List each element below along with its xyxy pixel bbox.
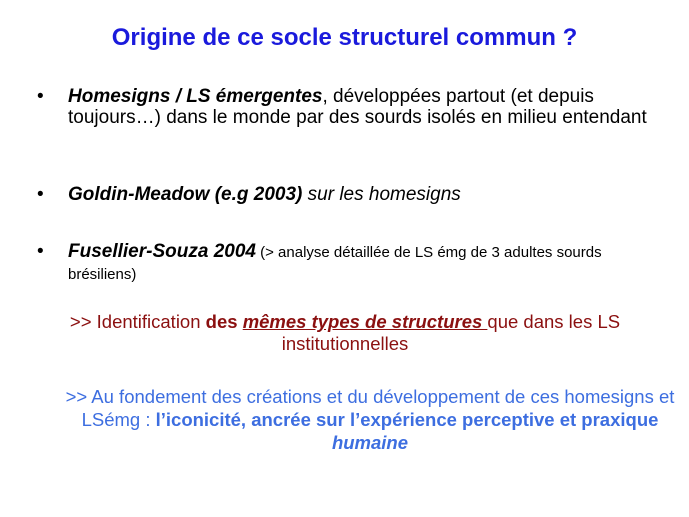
conclusion-iconicite xyxy=(60,385,680,454)
conclusion2-bold: l’iconicité, ancrée sur l’expérience perceptive et praxique xyxy=(155,409,659,430)
bullet-emphasis: Goldin-Meadow (e.g 2003) xyxy=(68,184,303,205)
conclusion1-bold: des xyxy=(205,311,243,332)
slide-title: Origine de ce socle structurel commun ? xyxy=(111,24,578,51)
bullet-text xyxy=(68,241,658,285)
bullet-emphasis: Fusellier-Souza 2004 xyxy=(68,241,256,262)
conclusion1-suffix: que dans les LS institutionnelles xyxy=(281,311,621,354)
bullet-text xyxy=(68,184,658,205)
conclusion-identification xyxy=(30,311,660,355)
conclusion1-prefix: >> Identification xyxy=(69,311,206,332)
conclusion1-underlined: mêmes types de structures xyxy=(242,311,488,332)
conclusion2-bold-italic: humaine xyxy=(331,432,409,453)
bullet-glyph: • xyxy=(37,184,44,205)
bullet-rest: sur les homesigns xyxy=(302,184,461,205)
bullet-emphasis: Homesigns / LS émergentes xyxy=(68,86,323,107)
bullet-rest: (> analyse détaillée de LS émg de 3 adultes sourds brésiliens) xyxy=(68,244,602,283)
bullet-text xyxy=(68,86,658,128)
bullet-rest: , développées partout (et depuis toujours…) dans le monde par des sourds isolés en milieu entendant xyxy=(68,86,647,128)
conclusion2-prefix: >> Au fondement des créations et du développement de ces homesigns et LSémg : xyxy=(65,386,675,430)
bullet-glyph: • xyxy=(37,241,44,262)
bullet-glyph: • xyxy=(37,86,44,107)
